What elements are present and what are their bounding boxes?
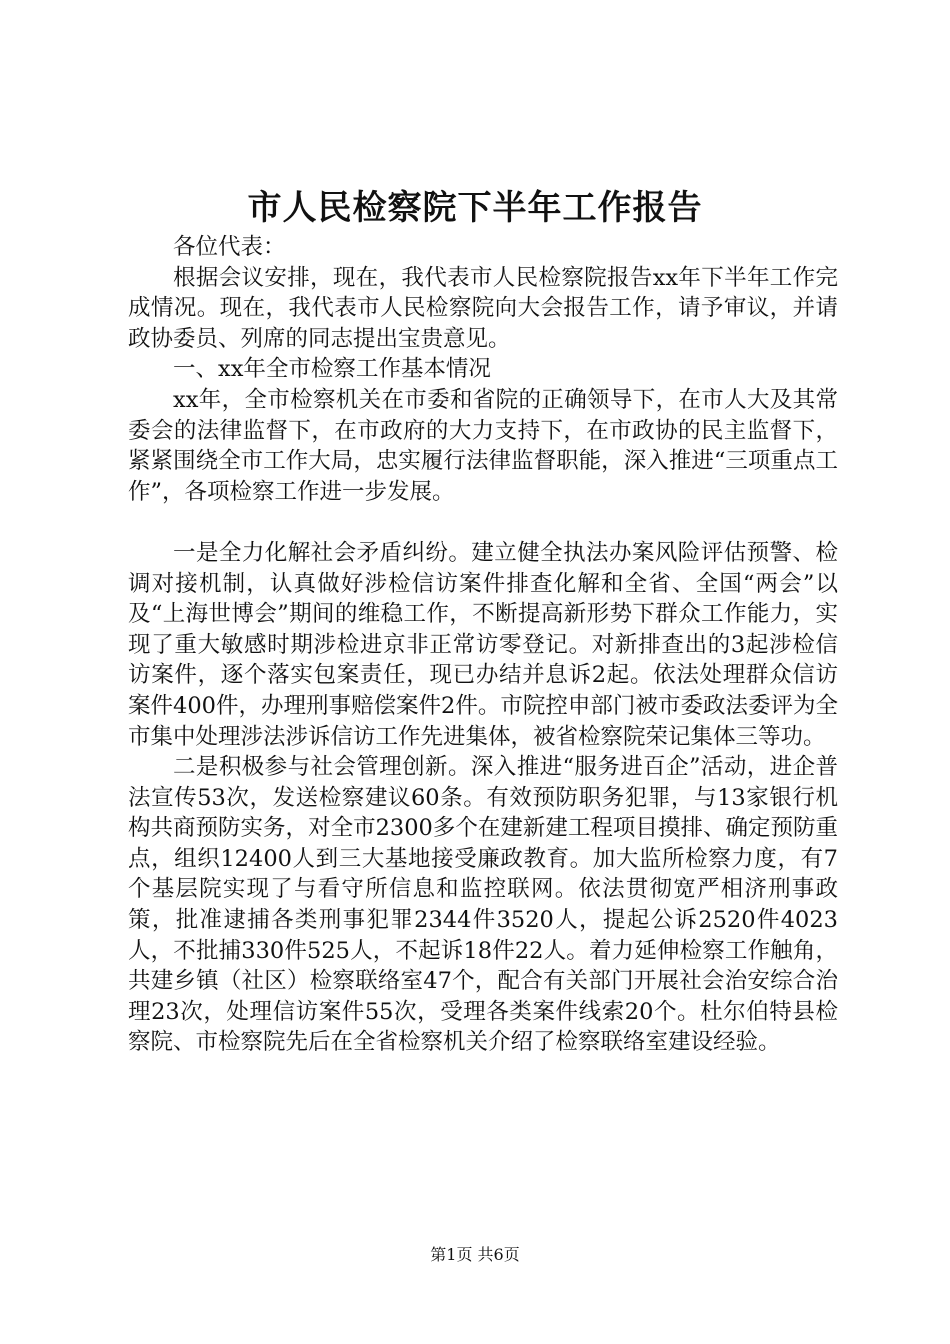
paragraph-overview: xx年，全市检察机关在市委和省院的正确领导下，在市人大及其常委会的法律监督下，在市政府的大力支持下，在市政协的民主监督下，紧紧围绕全市工作大局，忠实履行法律监督职能，深入推进“三项重点工作”，各项检察工作进一步发展。 (128, 386, 838, 505)
salutation: 各位代表： (173, 234, 286, 260)
paragraph-intro: 根据会议安排，现在，我代表市人民检察院报告xx年下半年工作完成情况。现在，我代表市人民检察院向大会报告工作，请予审议，并请政协委员、列席的同志提出宝贵意见。 (128, 264, 838, 352)
paragraph-item-two: 二是积极参与社会管理创新。深入推进“服务进百企”活动，进企普法宣传53次，发送检察建议60条。有效预防职务犯罪，与13家银行机构共商预防实务，对全市2300多个在建新建工程项目摸排、确定预防重点，组织12400人到三大基地接受廉政教育。加大监所检察力度，有7个基层院实现了与看守所信息和监控联网。依法贯彻宽严相济刑事政策，批准逮捕各类刑事犯罪2344件3520人，提起公诉2520件4023人，不批捕330件525人，不起诉18件22人。着力延伸检察工作触角，共建乡镇（社区）检察联络室47个，配合有关部门开展社会治安综合治理23次，处理信访案件55次，受理各类案件线索20个。杜尔伯特县检察院、市检察院先后在全省检察机关介绍了检察联络室建设经验。 (128, 754, 838, 1056)
document-title: 市人民检察院下半年工作报告 (247, 188, 703, 228)
blank-line (128, 507, 838, 538)
document-body (128, 232, 838, 1058)
section-heading: 一、xx年全市检察工作基本情况 (173, 356, 491, 383)
paragraph-item-one: 一是全力化解社会矛盾纠纷。建立健全执法办案风险评估预警、检调对接机制，认真做好涉检信访案件排查化解和全省、全国“两会”以及“上海世博会”期间的维稳工作，不断提高新形势下群众工作能力，实现了重大敏感时期涉检进京非正常访零登记。对新排查出的3起涉检信访案件，逐个落实包案责任，现已办结并息诉2起。依法处理群众信访案件400件，办理刑事赔偿案件2件。市院控申部门被市委政法委评为全市集中处理涉法涉诉信访工作先进集体，被省检察院荣记集体三等功。 (128, 539, 838, 750)
page-footer: 第1页 共6页 (430, 1245, 520, 1264)
